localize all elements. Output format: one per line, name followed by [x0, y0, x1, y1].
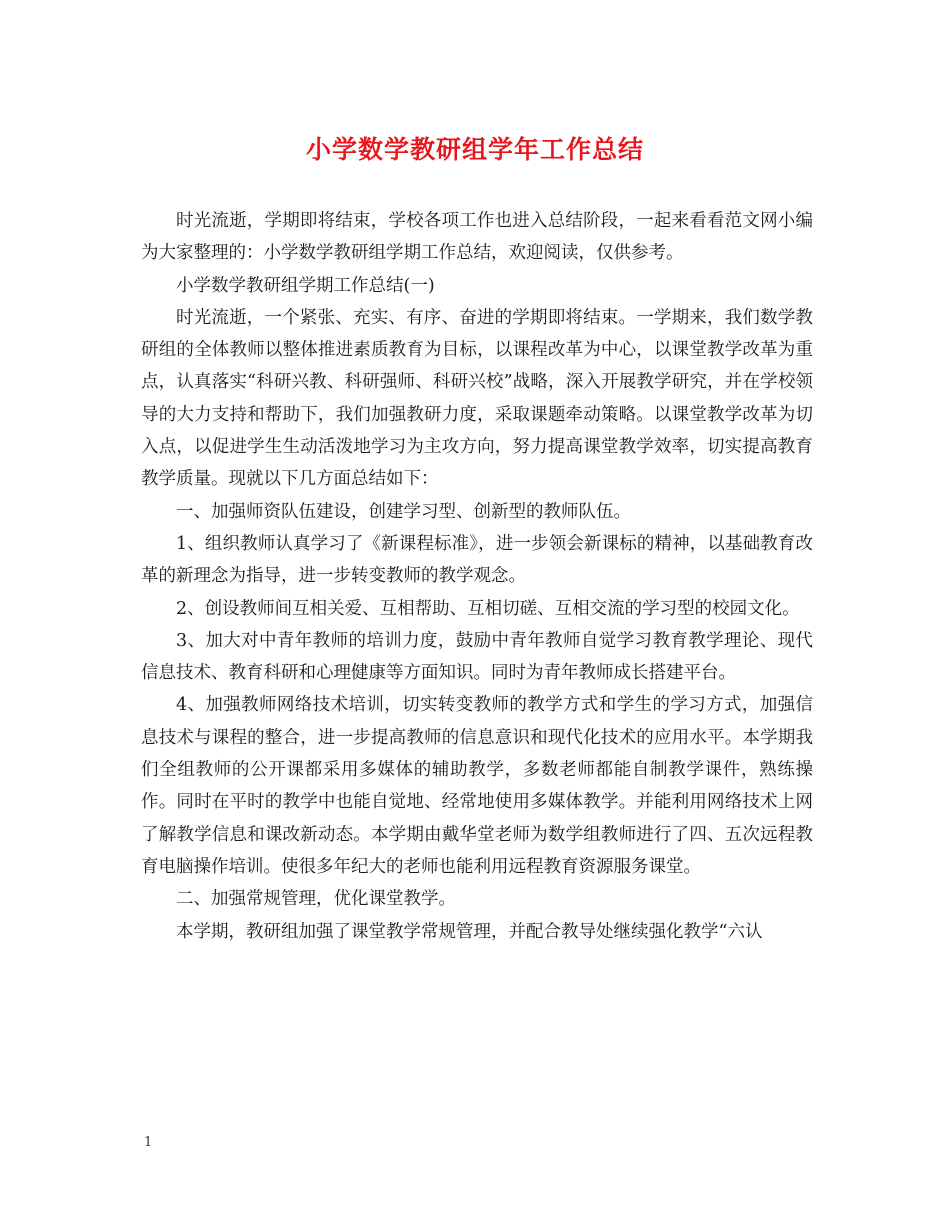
- paragraph-item-2: 2、创设教师间互相关爱、互相帮助、互相切磋、互相交流的学习型的校园文化。: [176, 598, 800, 619]
- paragraph-item-3: 3、加大对中青年教师的培训力度，鼓励中青年教师自觉学习教育教学理论、现代信息技术、教育科研和心理健康等方面知识。同时为青年教师成长搭建平台。: [141, 630, 813, 684]
- paragraph-routine: 本学期，教研组加强了课堂教学常规管理，并配合教导处继续强化教学“六认: [176, 921, 763, 942]
- paragraph-item-1: 1、组织教师认真学习了《新课程标准》，进一步领会新课标的精神，以基础教育改革的新理念为指导，进一步转变教师的教学观念。: [141, 533, 813, 587]
- page-number: 1: [144, 1135, 153, 1150]
- paragraph-heading-two: 二、加强常规管理，优化课堂教学。: [176, 889, 456, 910]
- document-title: 小学数学教研组学年工作总结: [305, 135, 644, 164]
- paragraph-item-4: 4、加强教师网络技术培训，切实转变教师的教学方式和学生的学习方式，加强信息技术与课程的整合，进一步提高教师的信息意识和现代化技术的应用水平。本学期我们全组教师的公开课都采用多媒体的辅助教学，多数老师都能自制教学课件，熟练操作。同时在平时的教学中也能自觉地、经常地使用多媒体教学。并能利用网络技术上网了解教学信息和课改新动态。本学期由戴华堂老师为数学组教师进行了四、五次远程教育电脑操作培训。使很多年纪大的老师也能利用远程教育资源服务课堂。: [141, 695, 813, 877]
- paragraph-intro: 时光流逝，学期即将结束，学校各项工作也进入总结阶段，一起来看看范文网小编为大家整理的：小学数学教研组学期工作总结，欢迎阅读，仅供参考。: [141, 211, 813, 264]
- paragraph-overview: 时光流逝，一个紧张、充实、有序、奋进的学期即将结束。一学期来，我们数学教研组的全体教师以整体推进素质教育为目标，以课程改革为中心，以课堂教学改革为重点，认真落实“科研兴教、科研强师、科研兴校”战略，深入开展教学研究，并在学校领导的大力支持和帮助下，我们加强教研力度，采取课题牵动策略。以课堂教学改革为切入点，以促进学生生动活泼地学习为主攻方向，努力提高课堂教学效率，切实提高教育教学质量。现就以下几方面总结如下：: [141, 307, 813, 490]
- paragraph-heading-one: 一、加强师资队伍建设，创建学习型、创新型的教师队伍。: [176, 501, 631, 522]
- paragraph-section-heading: 小学数学教研组学期工作总结(一): [176, 275, 435, 296]
- document-body: [141, 205, 813, 948]
